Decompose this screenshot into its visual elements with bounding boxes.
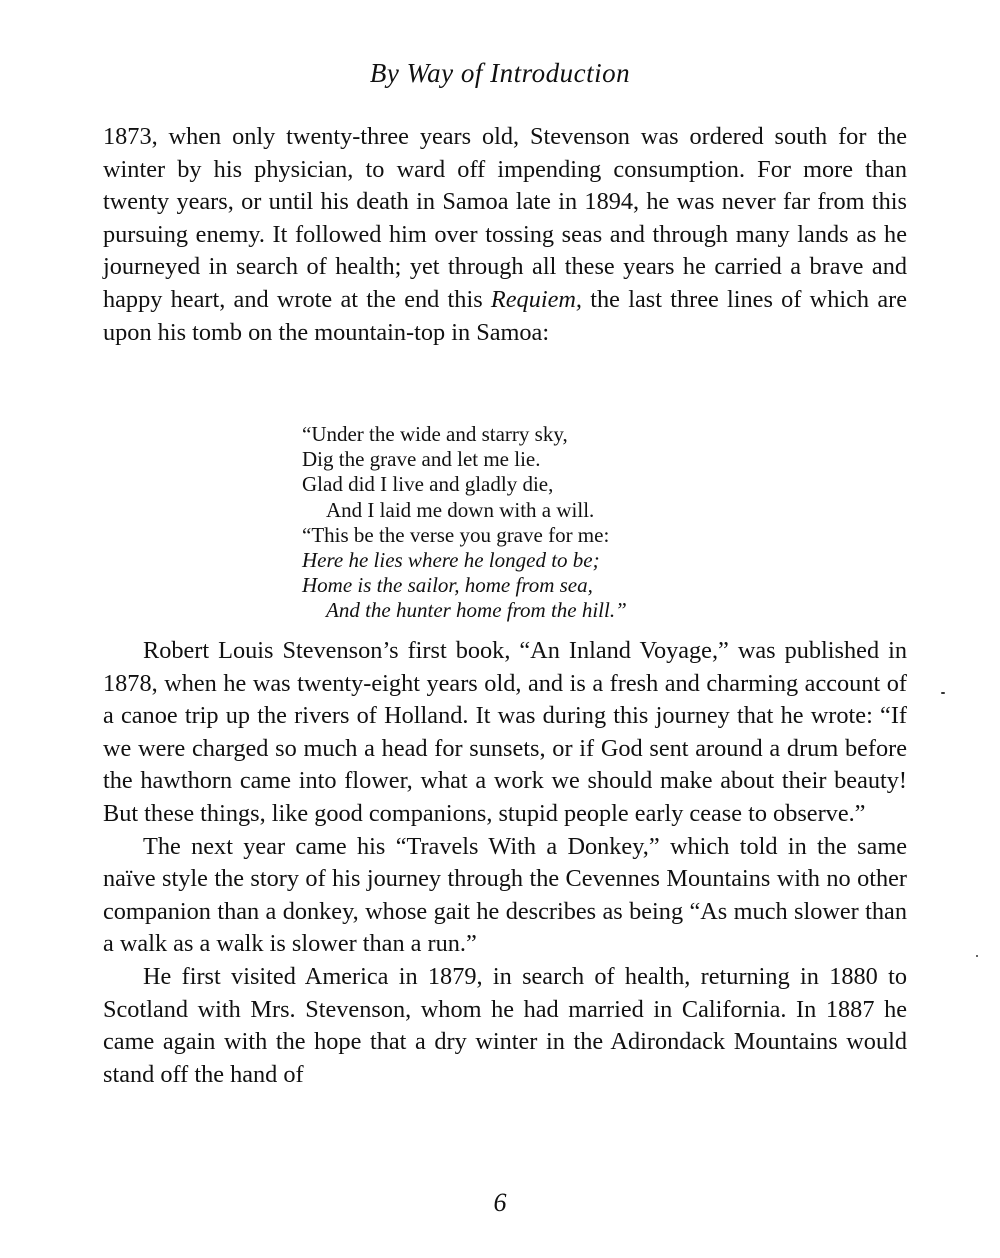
scan-speck xyxy=(976,955,978,957)
poem-line-8: And the hunter home from the hill.” xyxy=(326,598,627,623)
requiem-poem xyxy=(302,422,627,624)
poem-line-7: Home is the sailor, home from sea, xyxy=(302,573,593,598)
poem-line-4: And I laid me down with a will. xyxy=(326,497,595,522)
scan-speck xyxy=(941,692,945,694)
paragraph-1-text: 1873, when only twenty-three years old, Stevenson was ordered south for the winter by his physician, to ward off impending consumption. For more than twenty years, or until his death in Samoa late in 1894, he was never far from this pursuing enemy. It followed him over tossing seas and through many lands as he journeyed in search of health; yet through all these years he carried a brave and happy heart, and wrote at the end this xyxy=(103,123,907,313)
page-number: 6 xyxy=(493,1188,507,1217)
requiem-title: Requiem, xyxy=(490,285,582,313)
paragraph-block-1 xyxy=(103,121,907,349)
poem-line-2: Dig the grave and let me lie. xyxy=(302,447,541,472)
poem-line-5: “This be the verse you grave for me: xyxy=(302,522,610,547)
poem-line-3: Glad did I live and gladly die, xyxy=(302,472,554,497)
poem-line-6: Here he lies where he longed to be; xyxy=(302,548,600,573)
paragraph-4: He first visited America in 1879, in search of health, returning in 1880 to Scotland with Mrs. Stevenson, whom he had married in California. In 1887 he came again with the hope that a dry winter in the Adirondack Mountains would stand off the hand of xyxy=(103,962,907,1088)
paragraph-3: The next year came his “Travels With a Donkey,” which told in the same naïve style the story of his journey through the Cevennes Mountains with no other companion than a donkey, whose gait he describes as being “As much slower than a walk as a walk is slower than a run.” xyxy=(103,832,907,958)
paragraph-2: Robert Louis Stevenson’s first book, “An Inland Voyage,” was published in 1878, when he was twenty-eight years old, and is a fresh and charming account of a canoe trip up the rivers of Holland. It was during this journey that he wrote: “If we were charged so much a head for sunsets, or if God sent around a drum before the hawthorn came into flower, what a work we should make about their beauty! But these things, like good companions, stupid people early cease to observe.” xyxy=(103,637,907,827)
poem-line-1: “Under the wide and starry sky, xyxy=(302,422,568,446)
paragraph-block-2 xyxy=(103,635,907,1091)
paragraph-1-tail: the last three lines of which are upon his tomb on the mountain-top in Samoa: xyxy=(103,285,907,346)
paragraph-1 xyxy=(103,121,907,349)
running-head: By Way of Introduction xyxy=(369,58,631,88)
